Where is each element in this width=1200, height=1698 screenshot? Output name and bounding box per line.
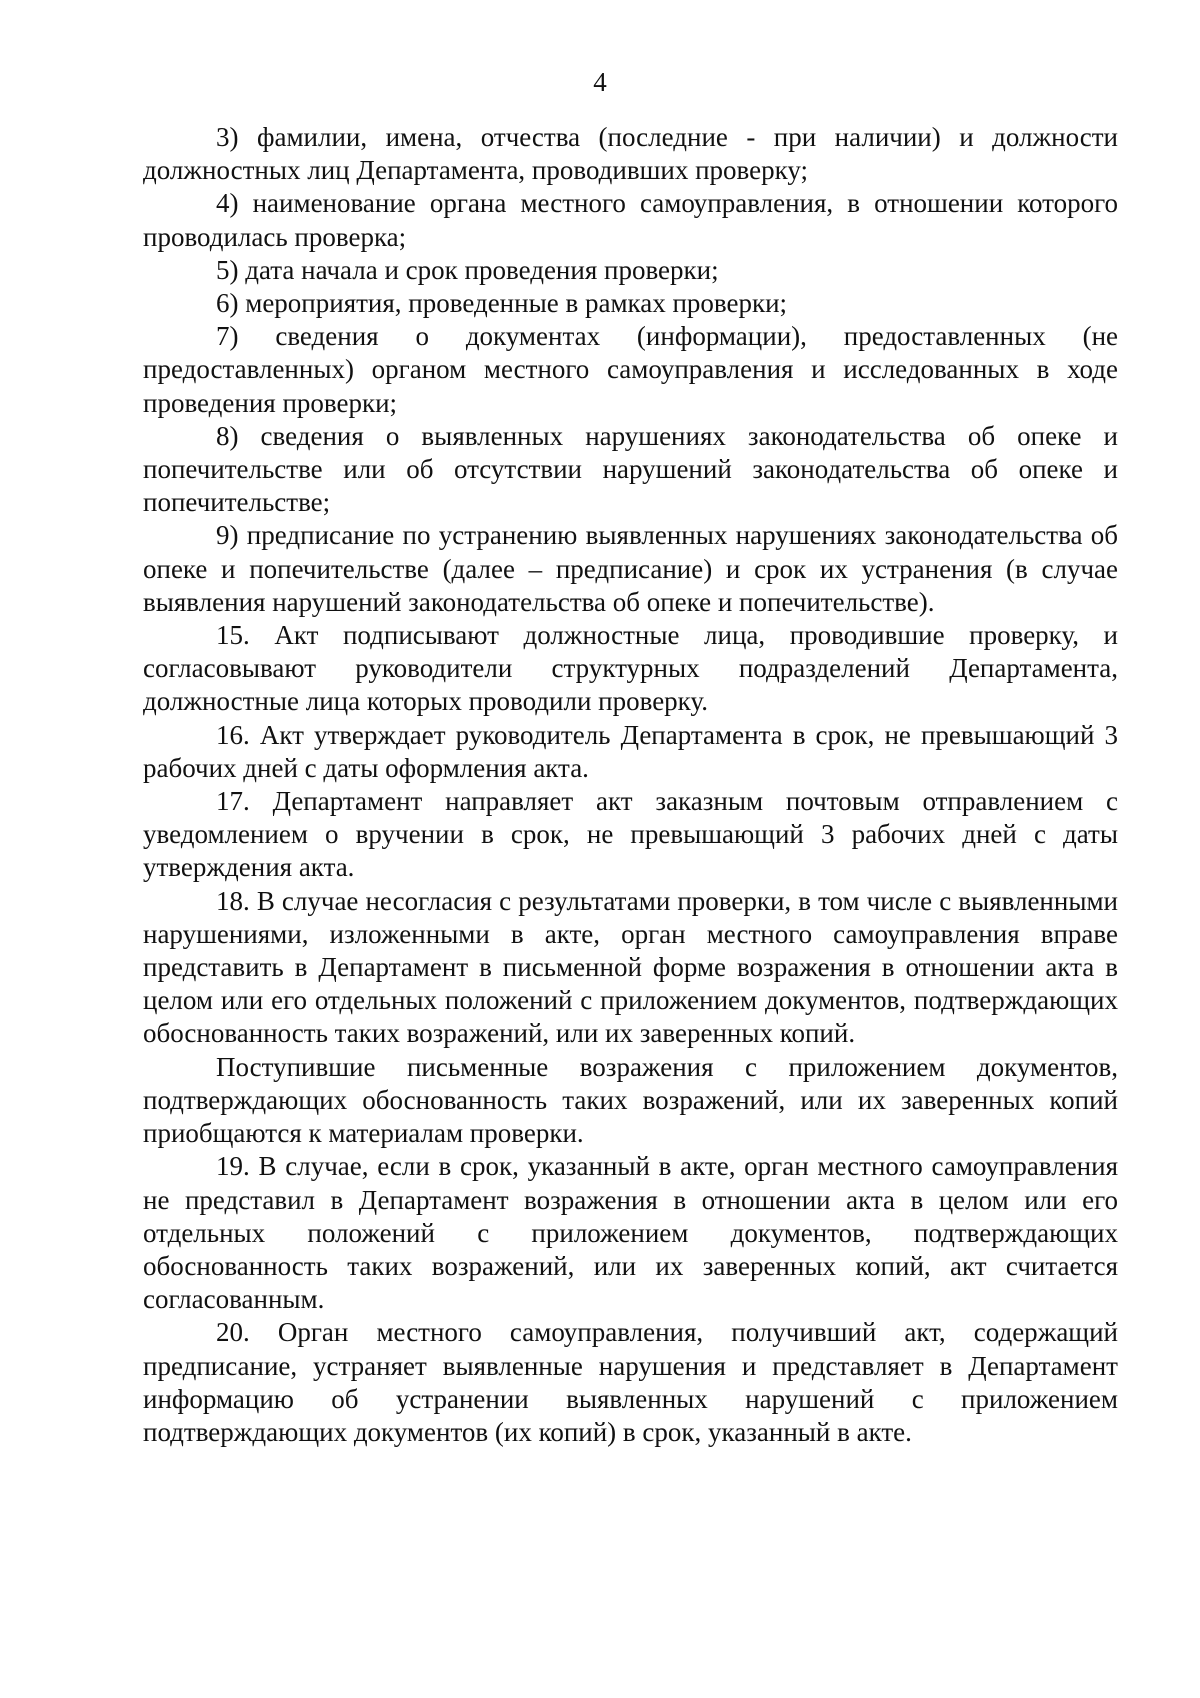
document-body — [143, 121, 1118, 1449]
clause-18-continuation: Поступившие письменные возражения с приложением документов, подтверждающих обоснованность таких возражений, или их заверенных копий приобщаются к материалам проверки. — [143, 1051, 1118, 1149]
list-item-6: 6) мероприятия, проведенные в рамках проверки; — [216, 288, 788, 319]
clause-20: 20. Орган местного самоуправления, получивший акт, содержащий предписание, устраняет выявленные нарушения и представляет в Департамент информацию об устранении выявленных нарушений с приложением подтверждающих документов (их копий) в срок, указанный в акте. — [143, 1317, 1118, 1447]
list-item-9: 9) предписание по устранению выявленных нарушениях законодательства об опеке и попечительстве (далее – предписание) и срок их устранения (в случае выявления нарушений законодательства об опеке и попечительстве). — [143, 520, 1118, 617]
clause-18: 18. В случае несогласия с результатами проверки, в том числе с выявленными нарушениями, изложенными в акте, орган местного самоуправления вправе представить в Департамент в письменной форме возражения в отношении акта в целом или его отдельных положений с приложением документов, подтверждающих обоснованность таких возражений, или их заверенных копий. — [143, 885, 1118, 1049]
list-item-7: 7) сведения о документах (информации), предоставленных (не предоставленных) органом местного самоуправления и исследованных в ходе проведения проверки; — [143, 321, 1118, 418]
page-number: 4 — [593, 67, 607, 97]
list-item-5: 5) дата начала и срок проведения проверки; — [216, 254, 719, 285]
list-item-3: 3) фамилии, имена, отчества (последние - при наличии) и должности должностных лиц Департамента, проводивших проверку; — [143, 122, 1118, 186]
list-item-8: 8) сведения о выявленных нарушениях законодательства об опеке и попечительстве или об отсутствии нарушений законодательства об опеке и попечительстве; — [143, 420, 1118, 518]
clause-17: 17. Департамент направляет акт заказным почтовым отправлением с уведомлением о вручении в срок, не превышающий 3 рабочих дней с даты утверждения акта. — [143, 786, 1118, 883]
list-item-4: 4) наименование органа местного самоуправления, в отношении которого проводилась проверка; — [143, 188, 1118, 252]
clause-15: 15. Акт подписывают должностные лица, проводившие проверку, и согласовывают руководители структурных подразделений Департамента, должностные лица которых проводили проверку. — [143, 620, 1118, 717]
clause-19: 19. В случае, если в срок, указанный в акте, орган местного самоуправления не представил в Департамент возражения в отношении акта в целом или его отдельных положений с приложением документов, подтверждающих обоснованность таких возражений, или их заверенных копий, акт считается согласованным. — [143, 1151, 1118, 1315]
clause-16: 16. Акт утверждает руководитель Департамента в срок, не превышающий 3 рабочих дней с даты оформления акта. — [143, 719, 1118, 783]
